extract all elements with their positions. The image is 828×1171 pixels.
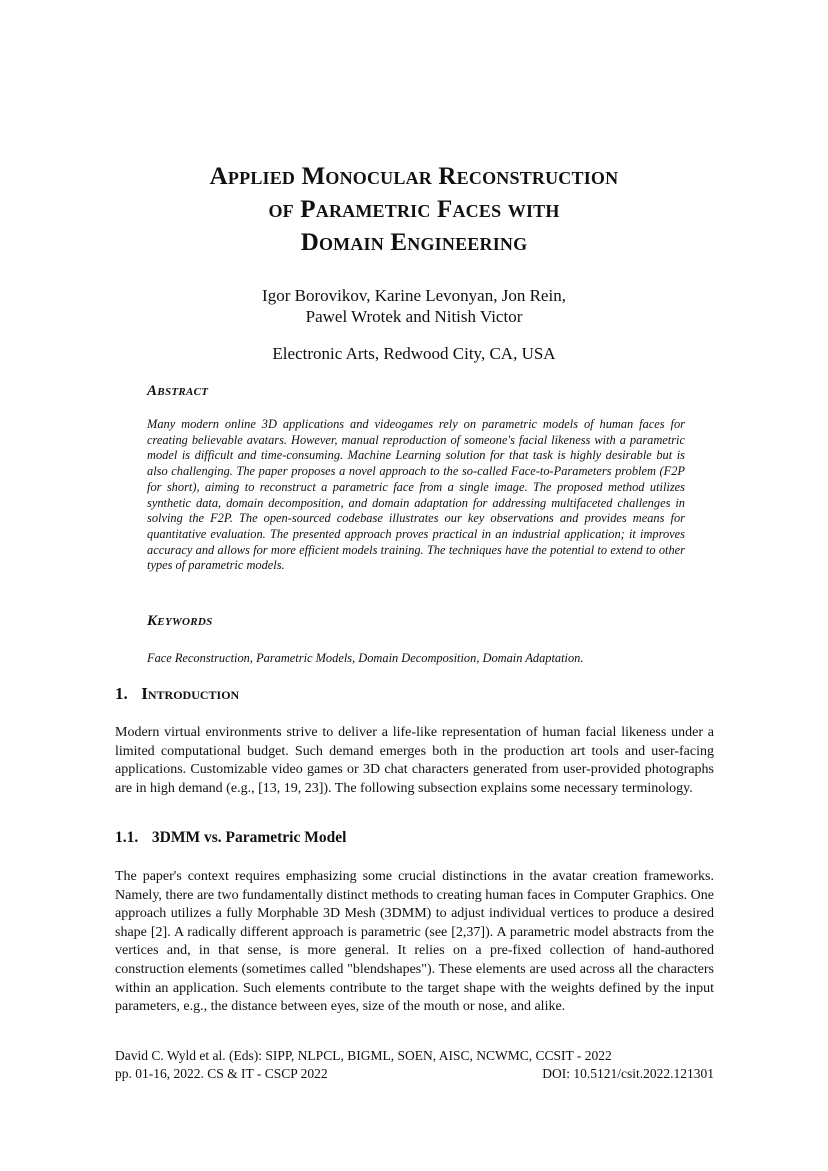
title-line-1: Applied Monocular Reconstruction [209, 163, 619, 190]
abstract-text: Many modern online 3D applications and videogames rely on parametric models of human faces for creating believable avatars. However, manual reproduction of someone's facial likeness with a parametric model is difficult and time-consuming. Machine Learning solution for that task is highly desirable but is also challenging. The paper proposes a novel approach to the so-called Face-to-Parameters problem (F2P for short), aiming to reconstruct a parametric face from a single image. The proposed method utilizes synthetic data, domain decomposition, and domain adaptation for addressing multifaceted challenges in solving the F2P. The open-sourced codebase illustrates our key observations and provides means for quantitative evaluation. The presented approach proves practical in an industrial application; it improves accuracy and allows for more efficient models training. The techniques have the potential to extend to other types of parametric models. [147, 417, 685, 573]
keywords-text: Face Reconstruction, Parametric Models, Domain Decomposition, Domain Adaptation. [147, 651, 584, 665]
section-1-heading [115, 684, 239, 704]
section-1-number: 1. [115, 684, 128, 703]
title-line-2: of Parametric Faces with [268, 196, 560, 223]
keywords-heading: Keywords [147, 613, 213, 629]
authors-line-1: Igor Borovikov, Karine Levonyan, Jon Rein, [262, 286, 566, 305]
footer-pages: pp. 01-16, 2022. CS & IT - CSCP 2022 [115, 1066, 328, 1081]
paper-title [100, 160, 728, 259]
3dmm-paragraph: The paper's context requires emphasizing some crucial distinctions in the avatar creation frameworks. Namely, there are two fundamentally distinct methods to creating human faces in Computer Graphics. One approach utilizes a fully Morphable 3D Mesh (3DMM) to adjust individual vertices to produce a desired shape [2]. A radically different approach is parametric (see [2,37]). A parametric model abstracts from the vertices and, in that sense, is more general. It relies on a pre-fixed collection of hand-authored construction elements (sometimes called "blendshapes"). These elements are used across all the characters within an application. Such elements contribute to the target shape with the weights defined by the input parameters, e.g., the distance between eyes, size of the mouth or nose, and alike. [115, 869, 714, 1015]
footer-citation: David C. Wyld et al. (Eds): SIPP, NLPCL, BIGML, SOEN, AISC, NCWMC, CCSIT - 2022 [115, 1048, 612, 1063]
authors [100, 285, 728, 327]
section-1-title: Introduction [141, 684, 240, 703]
section-1-1-title: 3DMM vs. Parametric Model [151, 829, 347, 846]
page-footer [115, 1047, 714, 1083]
section-1-1-number: 1.1. [115, 829, 139, 846]
introduction-paragraph: Modern virtual environments strive to deliver a life-like representation of human facial likeness under a limited computational budget. Such demand emerges both in the production art tools and user-facing applications. Customizable video games or 3D chat characters generated from user-provided photographs are in high demand (e.g., [13, 19, 23]). The following subsection explains some necessary terminology. [115, 725, 714, 796]
footer-doi: DOI: 10.5121/csit.2022.121301 [542, 1066, 714, 1081]
authors-line-2: Pawel Wrotek and Nitish Victor [305, 307, 523, 326]
title-line-3: Domain Engineering [300, 229, 528, 256]
section-1-1-heading [115, 829, 346, 847]
abstract-heading: Abstract [147, 383, 209, 399]
affiliation: Electronic Arts, Redwood City, CA, USA [272, 344, 556, 363]
